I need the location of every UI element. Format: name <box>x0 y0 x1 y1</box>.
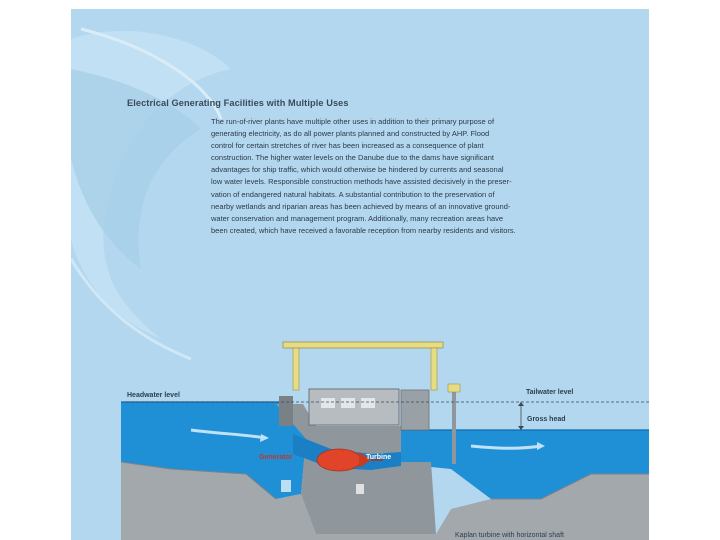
paragraph-line: low water levels. Responsible construction methods have assisted decisively in the preser- <box>211 177 512 187</box>
plant-cross-section <box>71 334 649 540</box>
brochure-page <box>71 9 649 540</box>
paragraph-line: been created, which have received a favorable reception from nearby residents and visitors. <box>211 225 516 235</box>
body-paragraph <box>211 116 631 237</box>
paragraph-line: nearby wetlands and riparian areas has been achieved by means of an innovative ground- <box>211 201 511 211</box>
paragraph-line: control for certain stretches of river has been increased as a consequence of plant <box>211 141 484 151</box>
tailwater-level-label: Tailwater level <box>526 389 574 396</box>
turbine-label: Turbine <box>366 454 392 461</box>
paragraph-line: construction. The higher water levels on the Danube due to the dams have significant <box>211 153 494 163</box>
paragraph-line: generating electricity, as do all power plants planned and constructed by AHP. Flood <box>211 129 490 139</box>
gross-head-label: Gross head <box>527 416 566 423</box>
section-heading: Electrical Generating Facilities with Multiple Uses <box>127 98 349 108</box>
paragraph-line: advantages for ship traffic, which would otherwise be hindered by currents and seasonal <box>211 165 504 175</box>
power-plant-diagram <box>71 334 649 540</box>
diagram-caption: Kaplan turbine with horizontal shaft <box>455 532 564 539</box>
gantry-crane <box>283 342 443 348</box>
paragraph-line: vation of endangered natural habitats. A substantial contribution to the preservation of <box>211 189 495 199</box>
generator-shape <box>317 449 361 471</box>
generator-label: Generator <box>259 454 293 461</box>
paragraph-line: water conservation and management program. Additionally, many recreation areas have <box>211 213 504 223</box>
paragraph-line: The run-of-river plants have multiple other uses in addition to their primary purpose of <box>211 117 495 126</box>
headwater-level-label: Headwater level <box>127 392 180 399</box>
